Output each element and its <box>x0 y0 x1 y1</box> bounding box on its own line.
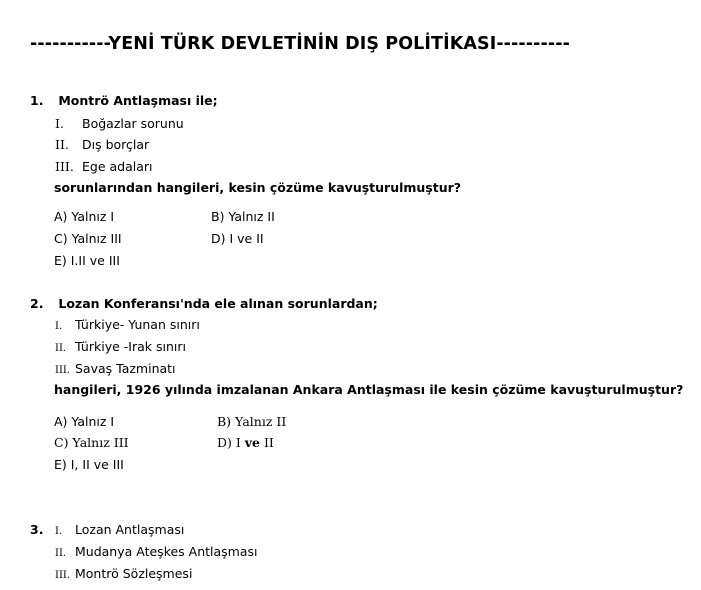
roman-numeral: III. <box>55 159 74 174</box>
list-item <box>55 339 186 354</box>
list-item <box>55 159 153 174</box>
roman-numeral: II. <box>55 343 67 354</box>
list-item <box>55 544 258 559</box>
list-item <box>55 137 149 152</box>
question-1-heading <box>30 93 218 108</box>
option-b: B) Yalnız II <box>211 209 275 224</box>
roman-numeral: III. <box>55 570 71 581</box>
item-label: Boğazlar sorunu <box>82 116 184 131</box>
option-d-suffix: II <box>260 435 274 450</box>
item-label: Dış borçlar <box>82 137 150 152</box>
roman-numeral: I. <box>55 321 63 332</box>
question-2-heading <box>30 296 378 311</box>
option-a: A) Yalnız I <box>54 414 115 429</box>
option-e: E) I.II ve III <box>54 253 120 268</box>
question-stem: sorunlarından hangileri, kesin çözüme kavuşturulmuştur? <box>54 180 462 195</box>
question-stem: hangileri, 1926 yılında imzalanan Ankara Antlaşması ile kesin çözüme kavuşturulmuştur? <box>54 382 684 397</box>
question-text: Lozan Konferansı'nda ele alınan sorunlardan; <box>58 296 378 311</box>
item-label: Türkiye- Yunan sınırı <box>75 317 200 332</box>
list-item <box>55 116 184 131</box>
option-b: B) Yalnız II <box>217 414 287 429</box>
question-3-heading <box>30 522 54 537</box>
question-text: Montrö Antlaşması ile; <box>58 93 218 108</box>
item-label: Türkiye -Irak sınırı <box>75 339 186 354</box>
item-label: Ege adaları <box>82 159 153 174</box>
list-item <box>55 317 200 332</box>
option-d <box>217 435 274 450</box>
item-label: Mudanya Ateşkes Antlaşması <box>75 544 258 559</box>
list-item <box>55 566 192 581</box>
item-label: Lozan Antlaşması <box>75 522 185 537</box>
list-item <box>55 361 176 376</box>
question-number: 1. <box>30 93 44 108</box>
page-title: -----------YENİ TÜRK DEVLETİNİN DIŞ POLİTİKASI---------- <box>30 34 570 54</box>
option-d: D) I ve II <box>211 231 264 246</box>
option-e: E) I, II ve III <box>54 457 124 472</box>
option-c: C) Yalnız III <box>54 435 129 450</box>
option-a: A) Yalnız I <box>54 209 115 224</box>
roman-numeral: III. <box>55 365 71 376</box>
list-item <box>55 522 184 537</box>
option-d-prefix: D) I <box>217 435 245 450</box>
roman-numeral: I. <box>55 116 64 131</box>
item-label: Montrö Sözleşmesi <box>75 566 193 581</box>
question-number: 3. <box>30 522 44 537</box>
option-c: C) Yalnız III <box>54 231 122 246</box>
item-label: Savaş Tazminatı <box>75 361 176 376</box>
roman-numeral: I. <box>55 526 63 537</box>
roman-numeral: II. <box>55 137 69 152</box>
option-d-bold: ve <box>244 435 261 450</box>
question-number: 2. <box>30 296 44 311</box>
roman-numeral: II. <box>55 548 67 559</box>
